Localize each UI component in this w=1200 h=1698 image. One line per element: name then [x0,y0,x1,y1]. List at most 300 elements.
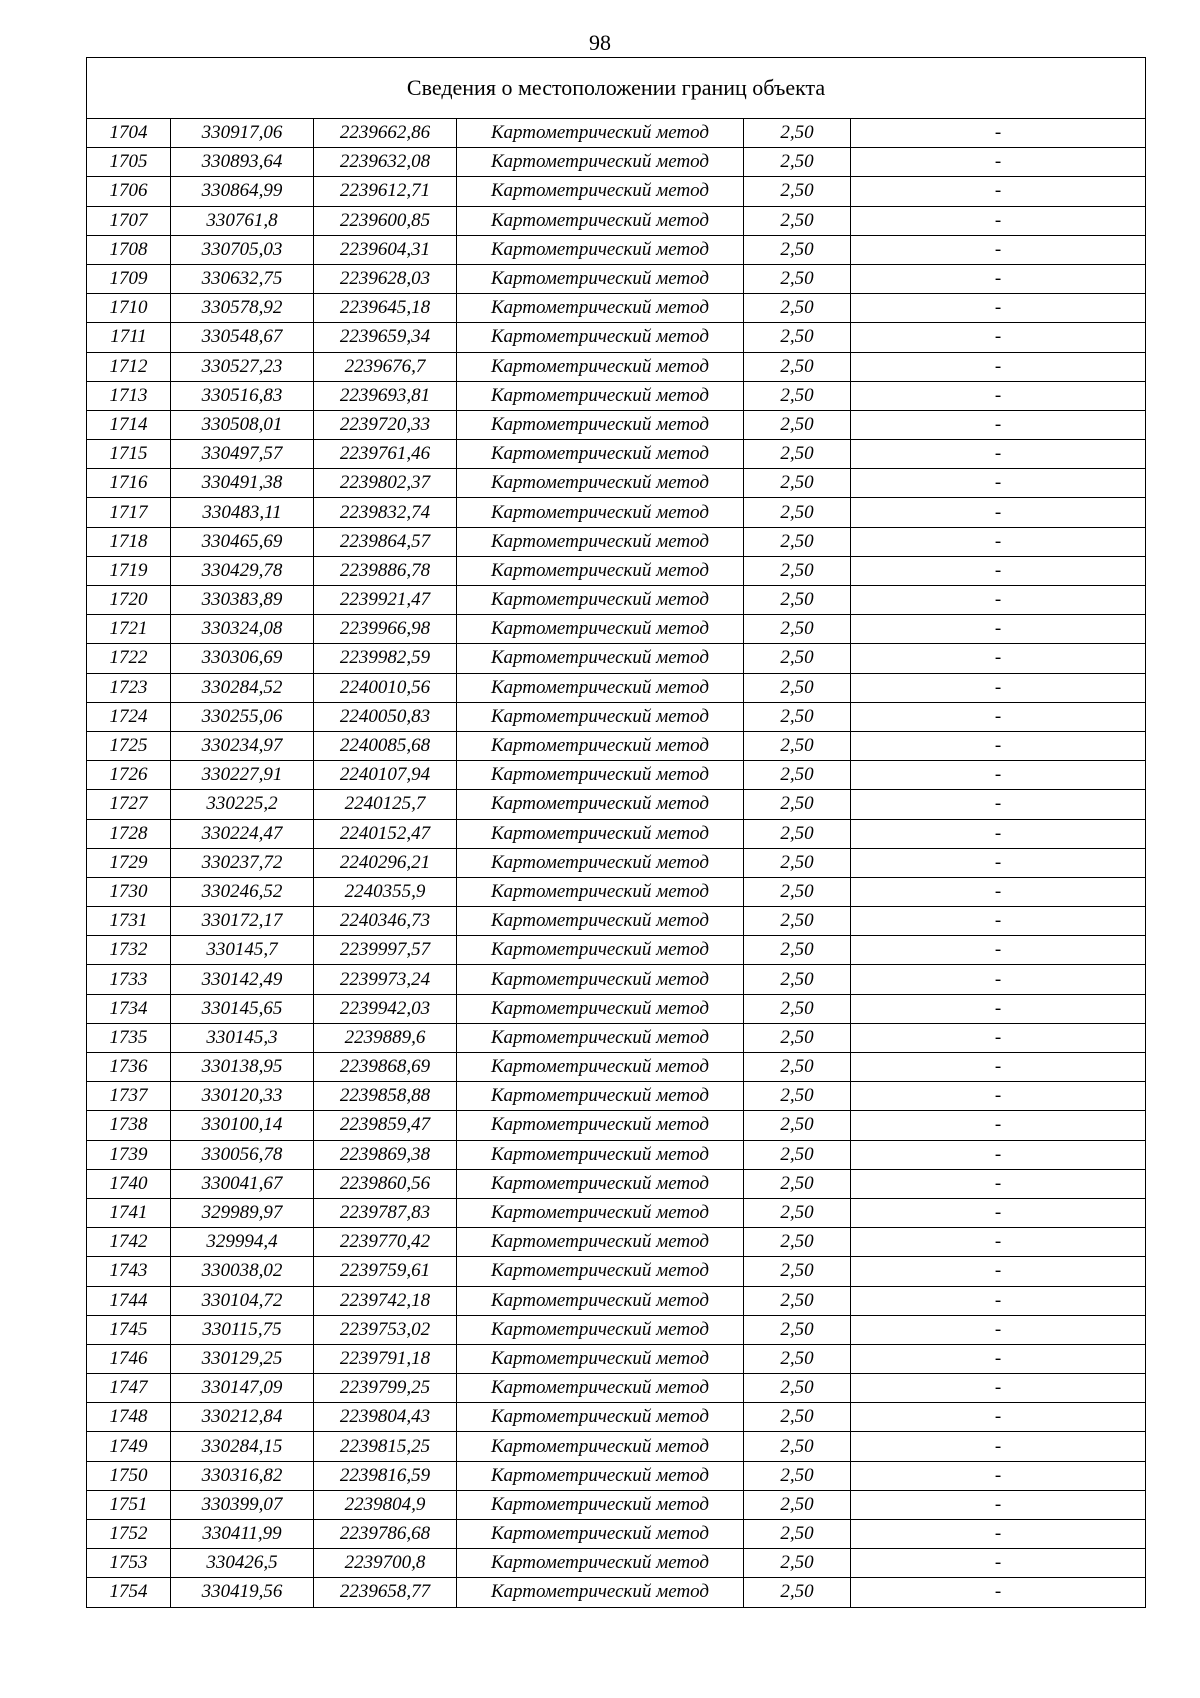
point-number-cell: 1720 [87,586,171,615]
point-number-cell: 1714 [87,410,171,439]
table-row [87,235,1146,264]
point-number-cell: 1738 [87,1111,171,1140]
y-coordinate-cell: 2239604,31 [314,235,457,264]
description-cell: - [851,994,1146,1023]
accuracy-cell: 2,50 [744,1461,851,1490]
x-coordinate-cell: 330129,25 [171,1344,314,1373]
point-number-cell: 1754 [87,1578,171,1607]
description-cell: - [851,965,1146,994]
method-cell: Картометрический метод [457,965,744,994]
x-coordinate-cell: 330761,8 [171,206,314,235]
accuracy-cell: 2,50 [744,410,851,439]
description-cell: - [851,1198,1146,1227]
point-number-cell: 1737 [87,1082,171,1111]
accuracy-cell: 2,50 [744,1549,851,1578]
accuracy-cell: 2,50 [744,264,851,293]
method-cell: Картометрический метод [457,1490,744,1519]
description-cell: - [851,1053,1146,1082]
point-number-cell: 1743 [87,1257,171,1286]
method-cell: Картометрический метод [457,352,744,381]
y-coordinate-cell: 2239662,86 [314,119,457,148]
method-cell: Картометрический метод [457,235,744,264]
method-cell: Картометрический метод [457,1169,744,1198]
method-cell: Картометрический метод [457,644,744,673]
description-cell: - [851,381,1146,410]
x-coordinate-cell: 329994,4 [171,1228,314,1257]
y-coordinate-cell: 2239973,24 [314,965,457,994]
description-cell: - [851,1082,1146,1111]
point-number-cell: 1726 [87,761,171,790]
y-coordinate-cell: 2239659,34 [314,323,457,352]
y-coordinate-cell: 2239804,43 [314,1403,457,1432]
description-cell: - [851,1432,1146,1461]
table-row [87,352,1146,381]
y-coordinate-cell: 2239786,68 [314,1520,457,1549]
method-cell: Картометрический метод [457,1111,744,1140]
accuracy-cell: 2,50 [744,1344,851,1373]
description-cell: - [851,615,1146,644]
accuracy-cell: 2,50 [744,702,851,731]
description-cell: - [851,731,1146,760]
point-number-cell: 1718 [87,527,171,556]
accuracy-cell: 2,50 [744,673,851,702]
description-cell: - [851,673,1146,702]
table-row [87,1374,1146,1403]
table-row [87,1023,1146,1052]
x-coordinate-cell: 330138,95 [171,1053,314,1082]
table-row [87,1169,1146,1198]
table-row [87,498,1146,527]
y-coordinate-cell: 2239864,57 [314,527,457,556]
table-row [87,1140,1146,1169]
description-cell: - [851,1169,1146,1198]
table-row [87,1053,1146,1082]
method-cell: Картометрический метод [457,1315,744,1344]
accuracy-cell: 2,50 [744,1257,851,1286]
x-coordinate-cell: 330145,7 [171,936,314,965]
point-number-cell: 1707 [87,206,171,235]
method-cell: Картометрический метод [457,381,744,410]
y-coordinate-cell: 2239628,03 [314,264,457,293]
table-row [87,1578,1146,1607]
point-number-cell: 1736 [87,1053,171,1082]
method-cell: Картометрический метод [457,1257,744,1286]
x-coordinate-cell: 330115,75 [171,1315,314,1344]
x-coordinate-cell: 330306,69 [171,644,314,673]
accuracy-cell: 2,50 [744,381,851,410]
description-cell: - [851,264,1146,293]
description-cell: - [851,877,1146,906]
table-row [87,1286,1146,1315]
table-row [87,1111,1146,1140]
method-cell: Картометрический метод [457,177,744,206]
point-number-cell: 1742 [87,1228,171,1257]
x-coordinate-cell: 330142,49 [171,965,314,994]
table-row [87,702,1146,731]
accuracy-cell: 2,50 [744,1432,851,1461]
accuracy-cell: 2,50 [744,848,851,877]
y-coordinate-cell: 2239761,46 [314,440,457,469]
y-coordinate-cell: 2240355,9 [314,877,457,906]
x-coordinate-cell: 330038,02 [171,1257,314,1286]
x-coordinate-cell: 330411,99 [171,1520,314,1549]
accuracy-cell: 2,50 [744,177,851,206]
y-coordinate-cell: 2239921,47 [314,586,457,615]
table-row [87,1228,1146,1257]
accuracy-cell: 2,50 [744,119,851,148]
accuracy-cell: 2,50 [744,1169,851,1198]
y-coordinate-cell: 2239693,81 [314,381,457,410]
y-coordinate-cell: 2239676,7 [314,352,457,381]
y-coordinate-cell: 2239997,57 [314,936,457,965]
point-number-cell: 1748 [87,1403,171,1432]
table-row [87,615,1146,644]
table-row [87,586,1146,615]
x-coordinate-cell: 330632,75 [171,264,314,293]
table-row [87,1549,1146,1578]
description-cell: - [851,323,1146,352]
method-cell: Картометрический метод [457,1082,744,1111]
point-number-cell: 1724 [87,702,171,731]
accuracy-cell: 2,50 [744,877,851,906]
x-coordinate-cell: 330172,17 [171,907,314,936]
x-coordinate-cell: 330100,14 [171,1111,314,1140]
table-row [87,1257,1146,1286]
point-number-cell: 1745 [87,1315,171,1344]
accuracy-cell: 2,50 [744,586,851,615]
description-cell: - [851,1578,1146,1607]
y-coordinate-cell: 2239720,33 [314,410,457,439]
description-cell: - [851,352,1146,381]
table-row [87,440,1146,469]
description-cell: - [851,177,1146,206]
accuracy-cell: 2,50 [744,527,851,556]
x-coordinate-cell: 330147,09 [171,1374,314,1403]
method-cell: Картометрический метод [457,907,744,936]
accuracy-cell: 2,50 [744,790,851,819]
accuracy-cell: 2,50 [744,731,851,760]
y-coordinate-cell: 2239770,42 [314,1228,457,1257]
x-coordinate-cell: 330491,38 [171,469,314,498]
description-cell: - [851,702,1146,731]
y-coordinate-cell: 2239832,74 [314,498,457,527]
accuracy-cell: 2,50 [744,936,851,965]
x-coordinate-cell: 330705,03 [171,235,314,264]
y-coordinate-cell: 2240152,47 [314,819,457,848]
x-coordinate-cell: 330041,67 [171,1169,314,1198]
point-number-cell: 1704 [87,119,171,148]
method-cell: Картометрический метод [457,1286,744,1315]
x-coordinate-cell: 330255,06 [171,702,314,731]
x-coordinate-cell: 330324,08 [171,615,314,644]
table-row [87,527,1146,556]
description-cell: - [851,790,1146,819]
x-coordinate-cell: 330104,72 [171,1286,314,1315]
method-cell: Картометрический метод [457,936,744,965]
point-number-cell: 1723 [87,673,171,702]
point-number-cell: 1740 [87,1169,171,1198]
point-number-cell: 1721 [87,615,171,644]
y-coordinate-cell: 2239791,18 [314,1344,457,1373]
table-row [87,1520,1146,1549]
point-number-cell: 1722 [87,644,171,673]
method-cell: Картометрический метод [457,615,744,644]
description-cell: - [851,1344,1146,1373]
y-coordinate-cell: 2239759,61 [314,1257,457,1286]
point-number-cell: 1729 [87,848,171,877]
accuracy-cell: 2,50 [744,1578,851,1607]
y-coordinate-cell: 2240010,56 [314,673,457,702]
method-cell: Картометрический метод [457,731,744,760]
method-cell: Картометрический метод [457,586,744,615]
description-cell: - [851,819,1146,848]
accuracy-cell: 2,50 [744,1228,851,1257]
table-row [87,994,1146,1023]
table-row [87,119,1146,148]
x-coordinate-cell: 330056,78 [171,1140,314,1169]
description-cell: - [851,119,1146,148]
accuracy-cell: 2,50 [744,965,851,994]
y-coordinate-cell: 2240296,21 [314,848,457,877]
table-row [87,1315,1146,1344]
y-coordinate-cell: 2239787,83 [314,1198,457,1227]
method-cell: Картометрический метод [457,848,744,877]
y-coordinate-cell: 2240346,73 [314,907,457,936]
y-coordinate-cell: 2239753,02 [314,1315,457,1344]
y-coordinate-cell: 2239816,59 [314,1461,457,1490]
table-row [87,644,1146,673]
point-number-cell: 1719 [87,556,171,585]
x-coordinate-cell: 330383,89 [171,586,314,615]
x-coordinate-cell: 330225,2 [171,790,314,819]
table-row [87,877,1146,906]
description-cell: - [851,1140,1146,1169]
point-number-cell: 1716 [87,469,171,498]
y-coordinate-cell: 2239815,25 [314,1432,457,1461]
point-number-cell: 1753 [87,1549,171,1578]
point-number-cell: 1750 [87,1461,171,1490]
table-row [87,381,1146,410]
x-coordinate-cell: 330497,57 [171,440,314,469]
accuracy-cell: 2,50 [744,994,851,1023]
table-row [87,1461,1146,1490]
x-coordinate-cell: 330399,07 [171,1490,314,1519]
accuracy-cell: 2,50 [744,819,851,848]
y-coordinate-cell: 2239858,88 [314,1082,457,1111]
y-coordinate-cell: 2239804,9 [314,1490,457,1519]
description-cell: - [851,1023,1146,1052]
method-cell: Картометрический метод [457,1578,744,1607]
method-cell: Картометрический метод [457,294,744,323]
x-coordinate-cell: 330426,5 [171,1549,314,1578]
method-cell: Картометрический метод [457,498,744,527]
x-coordinate-cell: 330145,65 [171,994,314,1023]
x-coordinate-cell: 330465,69 [171,527,314,556]
accuracy-cell: 2,50 [744,1403,851,1432]
point-number-cell: 1705 [87,148,171,177]
accuracy-cell: 2,50 [744,1082,851,1111]
method-cell: Картометрический метод [457,1053,744,1082]
table-row [87,673,1146,702]
point-number-cell: 1751 [87,1490,171,1519]
description-cell: - [851,1461,1146,1490]
y-coordinate-cell: 2239868,69 [314,1053,457,1082]
point-number-cell: 1744 [87,1286,171,1315]
y-coordinate-cell: 2239612,71 [314,177,457,206]
description-cell: - [851,761,1146,790]
accuracy-cell: 2,50 [744,1374,851,1403]
x-coordinate-cell: 330237,72 [171,848,314,877]
accuracy-cell: 2,50 [744,1315,851,1344]
point-number-cell: 1715 [87,440,171,469]
method-cell: Картометрический метод [457,1520,744,1549]
x-coordinate-cell: 330284,15 [171,1432,314,1461]
accuracy-cell: 2,50 [744,440,851,469]
accuracy-cell: 2,50 [744,1198,851,1227]
table-row [87,1082,1146,1111]
description-cell: - [851,498,1146,527]
method-cell: Картометрический метод [457,1374,744,1403]
method-cell: Картометрический метод [457,323,744,352]
y-coordinate-cell: 2239632,08 [314,148,457,177]
x-coordinate-cell: 330145,3 [171,1023,314,1052]
y-coordinate-cell: 2239869,38 [314,1140,457,1169]
description-cell: - [851,1549,1146,1578]
method-cell: Картометрический метод [457,469,744,498]
y-coordinate-cell: 2240085,68 [314,731,457,760]
description-cell: - [851,644,1146,673]
accuracy-cell: 2,50 [744,235,851,264]
method-cell: Картометрический метод [457,206,744,235]
point-number-cell: 1728 [87,819,171,848]
point-number-cell: 1708 [87,235,171,264]
y-coordinate-cell: 2239658,77 [314,1578,457,1607]
table-row [87,731,1146,760]
point-number-cell: 1752 [87,1520,171,1549]
y-coordinate-cell: 2239799,25 [314,1374,457,1403]
accuracy-cell: 2,50 [744,1111,851,1140]
point-number-cell: 1734 [87,994,171,1023]
x-coordinate-cell: 330316,82 [171,1461,314,1490]
accuracy-cell: 2,50 [744,323,851,352]
description-cell: - [851,1228,1146,1257]
description-cell: - [851,907,1146,936]
x-coordinate-cell: 330578,92 [171,294,314,323]
x-coordinate-cell: 330429,78 [171,556,314,585]
accuracy-cell: 2,50 [744,556,851,585]
accuracy-cell: 2,50 [744,206,851,235]
description-cell: - [851,586,1146,615]
point-number-cell: 1739 [87,1140,171,1169]
point-number-cell: 1731 [87,907,171,936]
y-coordinate-cell: 2239859,47 [314,1111,457,1140]
method-cell: Картометрический метод [457,440,744,469]
y-coordinate-cell: 2239889,6 [314,1023,457,1052]
point-number-cell: 1741 [87,1198,171,1227]
point-number-cell: 1713 [87,381,171,410]
table-row [87,323,1146,352]
accuracy-cell: 2,50 [744,148,851,177]
y-coordinate-cell: 2239886,78 [314,556,457,585]
point-number-cell: 1733 [87,965,171,994]
point-number-cell: 1711 [87,323,171,352]
point-number-cell: 1710 [87,294,171,323]
method-cell: Картометрический метод [457,1461,744,1490]
y-coordinate-cell: 2239942,03 [314,994,457,1023]
table-row [87,965,1146,994]
method-cell: Картометрический метод [457,264,744,293]
method-cell: Картометрический метод [457,527,744,556]
method-cell: Картометрический метод [457,1198,744,1227]
x-coordinate-cell: 330516,83 [171,381,314,410]
x-coordinate-cell: 330483,11 [171,498,314,527]
accuracy-cell: 2,50 [744,1490,851,1519]
method-cell: Картометрический метод [457,790,744,819]
y-coordinate-cell: 2240125,7 [314,790,457,819]
description-cell: - [851,206,1146,235]
description-cell: - [851,1315,1146,1344]
table-row [87,907,1146,936]
method-cell: Картометрический метод [457,1228,744,1257]
table-row [87,1198,1146,1227]
description-cell: - [851,294,1146,323]
table-row [87,148,1146,177]
table-body [87,58,1146,1608]
point-number-cell: 1747 [87,1374,171,1403]
description-cell: - [851,1286,1146,1315]
accuracy-cell: 2,50 [744,1053,851,1082]
x-coordinate-cell: 330893,64 [171,148,314,177]
table-row [87,294,1146,323]
point-number-cell: 1749 [87,1432,171,1461]
table-row [87,819,1146,848]
page-number: 98 [589,30,611,55]
method-cell: Картометрический метод [457,1432,744,1461]
table-header-row [87,58,1146,119]
y-coordinate-cell: 2239700,8 [314,1549,457,1578]
accuracy-cell: 2,50 [744,1286,851,1315]
method-cell: Картометрический метод [457,761,744,790]
point-number-cell: 1709 [87,264,171,293]
method-cell: Картометрический метод [457,148,744,177]
x-coordinate-cell: 330212,84 [171,1403,314,1432]
y-coordinate-cell: 2239860,56 [314,1169,457,1198]
x-coordinate-cell: 330419,56 [171,1578,314,1607]
x-coordinate-cell: 330864,99 [171,177,314,206]
table-row [87,264,1146,293]
table-row [87,1432,1146,1461]
method-cell: Картометрический метод [457,1549,744,1578]
accuracy-cell: 2,50 [744,469,851,498]
table-row [87,1490,1146,1519]
y-coordinate-cell: 2239966,98 [314,615,457,644]
description-cell: - [851,1520,1146,1549]
method-cell: Картометрический метод [457,1403,744,1432]
x-coordinate-cell: 330917,06 [171,119,314,148]
table-row [87,761,1146,790]
table-row [87,1403,1146,1432]
accuracy-cell: 2,50 [744,615,851,644]
table-row [87,848,1146,877]
method-cell: Картометрический метод [457,994,744,1023]
point-number-cell: 1706 [87,177,171,206]
method-cell: Картометрический метод [457,877,744,906]
accuracy-cell: 2,50 [744,294,851,323]
description-cell: - [851,440,1146,469]
accuracy-cell: 2,50 [744,761,851,790]
description-cell: - [851,410,1146,439]
point-number-cell: 1727 [87,790,171,819]
